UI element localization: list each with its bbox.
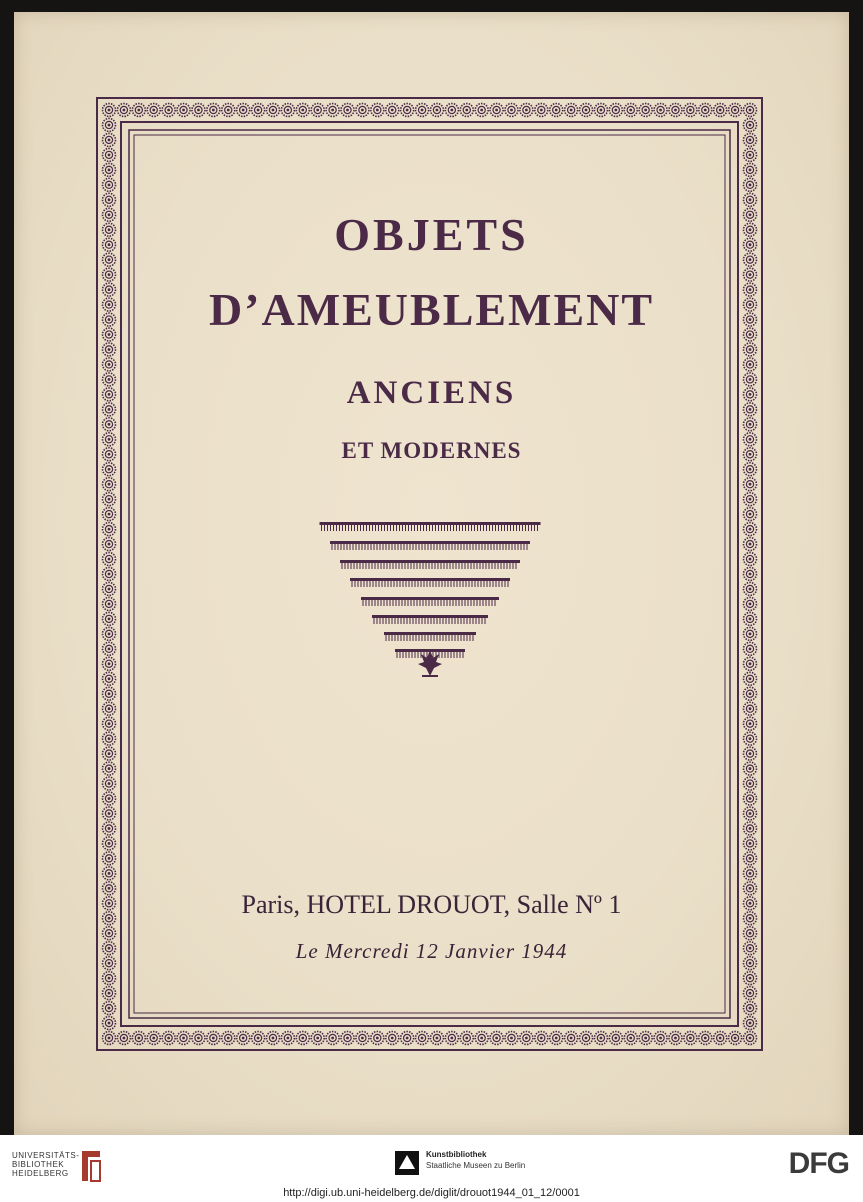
kunstbibliothek-logo-icon[interactable] (393, 1149, 421, 1177)
university-library-logo-icon[interactable] (78, 1149, 104, 1183)
title-et-modernes: ET MODERNES (341, 438, 522, 463)
inverted-triangle-ornament (14, 12, 849, 1135)
catalogue-cover (14, 12, 849, 1135)
title-objets: OBJETS (334, 209, 529, 260)
kunstbibliothek-title: Kunstbibliothek (426, 1150, 487, 1159)
title-ameublement: D’AMEUBLEMENT (208, 284, 655, 335)
sale-date: Le Mercredi 12 Janvier 1944 (295, 939, 568, 963)
sale-venue: Paris, HOTEL DROUOT, Salle Nº 1 (241, 890, 622, 919)
leaf-ornament-icon (418, 650, 442, 676)
kunstbibliothek-subtitle: Staatliche Museen zu Berlin (426, 1161, 526, 1170)
digitization-footer (0, 1135, 863, 1202)
dfg-logo[interactable]: DFG (788, 1147, 849, 1180)
permalink-url[interactable]: http://digi.ub.uni-heidelberg.de/diglit/drouot1944_01_12/0001 (283, 1187, 580, 1199)
library-name: UNIVERSITÄTS- BIBLIOTHEK HEIDELBERG (12, 1151, 80, 1178)
title-anciens: ANCIENS (346, 375, 517, 411)
